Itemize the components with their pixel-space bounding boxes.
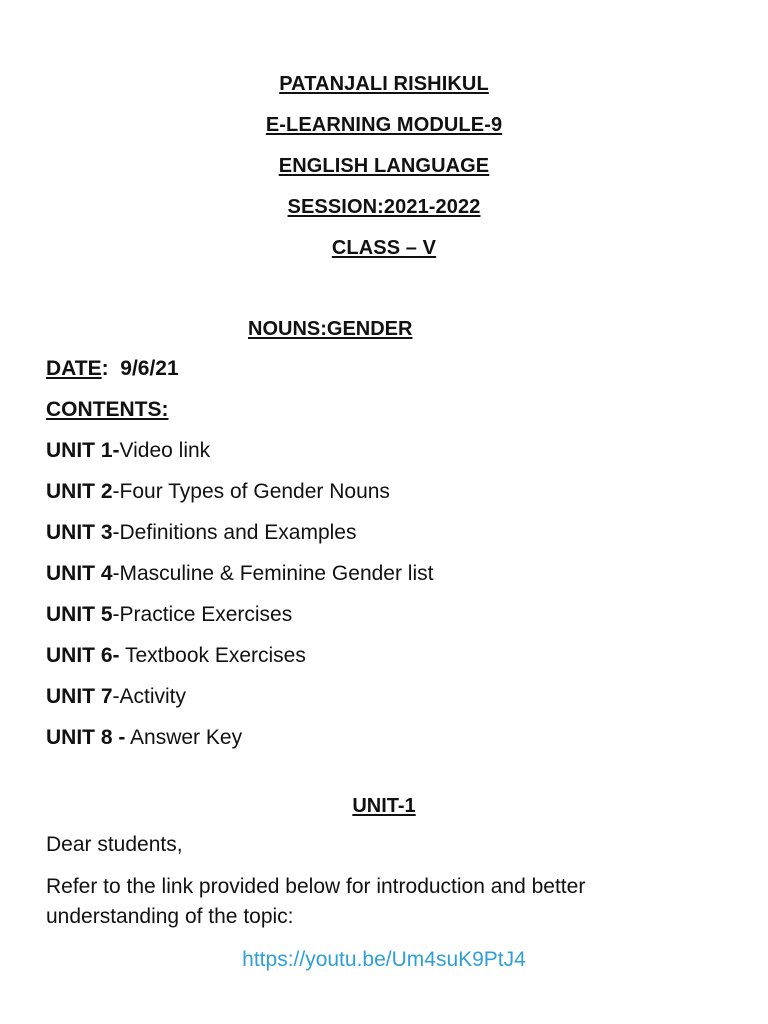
date-line [46, 356, 179, 382]
unit-label: UNIT 6- [46, 644, 120, 667]
contents-heading: CONTENTS: [46, 398, 169, 421]
unit-text: Video link [119, 439, 211, 462]
session-title: SESSION:2021-2022 [287, 196, 481, 218]
instruction-line-1: Refer to the link provided below for introduction and better [46, 875, 586, 898]
topic-title: NOUNS:GENDER [248, 318, 413, 340]
unit-text: Textbook Exercises [119, 644, 306, 667]
module-title: E-LEARNING MODULE-9 [265, 114, 503, 136]
unit-label: UNIT 3 [46, 521, 113, 544]
unit-text: -Four Types of Gender Nouns [112, 480, 390, 503]
date-label: DATE [46, 357, 102, 380]
unit-text: -Masculine & Feminine Gender list [112, 562, 434, 585]
unit-text: -Definitions and Examples [112, 521, 357, 544]
contents-item [46, 725, 242, 751]
contents-item [46, 561, 433, 587]
unit-label: UNIT 4 [46, 562, 113, 585]
contents-item [46, 479, 390, 505]
greeting-text: Dear students, [46, 833, 183, 856]
contents-item [46, 684, 186, 710]
class-title: CLASS – V [331, 237, 437, 259]
unit-label: UNIT 2 [46, 480, 113, 503]
unit-label: UNIT 5 [46, 603, 113, 626]
unit1-heading: UNIT-1 [352, 795, 416, 817]
contents-item [46, 438, 210, 464]
unit-label: UNIT 8 - [46, 726, 126, 749]
unit-text: -Practice Exercises [112, 603, 293, 626]
instruction-line-2: understanding of the topic: [46, 905, 294, 928]
unit-label: UNIT 7 [46, 685, 113, 708]
video-link[interactable]: https://youtu.be/Um4suK9PtJ4 [242, 948, 526, 971]
unit-label: UNIT 1- [46, 439, 120, 462]
contents-item [46, 520, 356, 546]
date-value: : 9/6/21 [101, 357, 179, 380]
contents-item [46, 602, 292, 628]
unit-text: Answer Key [125, 726, 243, 749]
subject-title: ENGLISH LANGUAGE [278, 155, 490, 177]
contents-item [46, 643, 306, 669]
unit-text: -Activity [112, 685, 187, 708]
school-name: PATANJALI RISHIKUL [279, 73, 489, 95]
